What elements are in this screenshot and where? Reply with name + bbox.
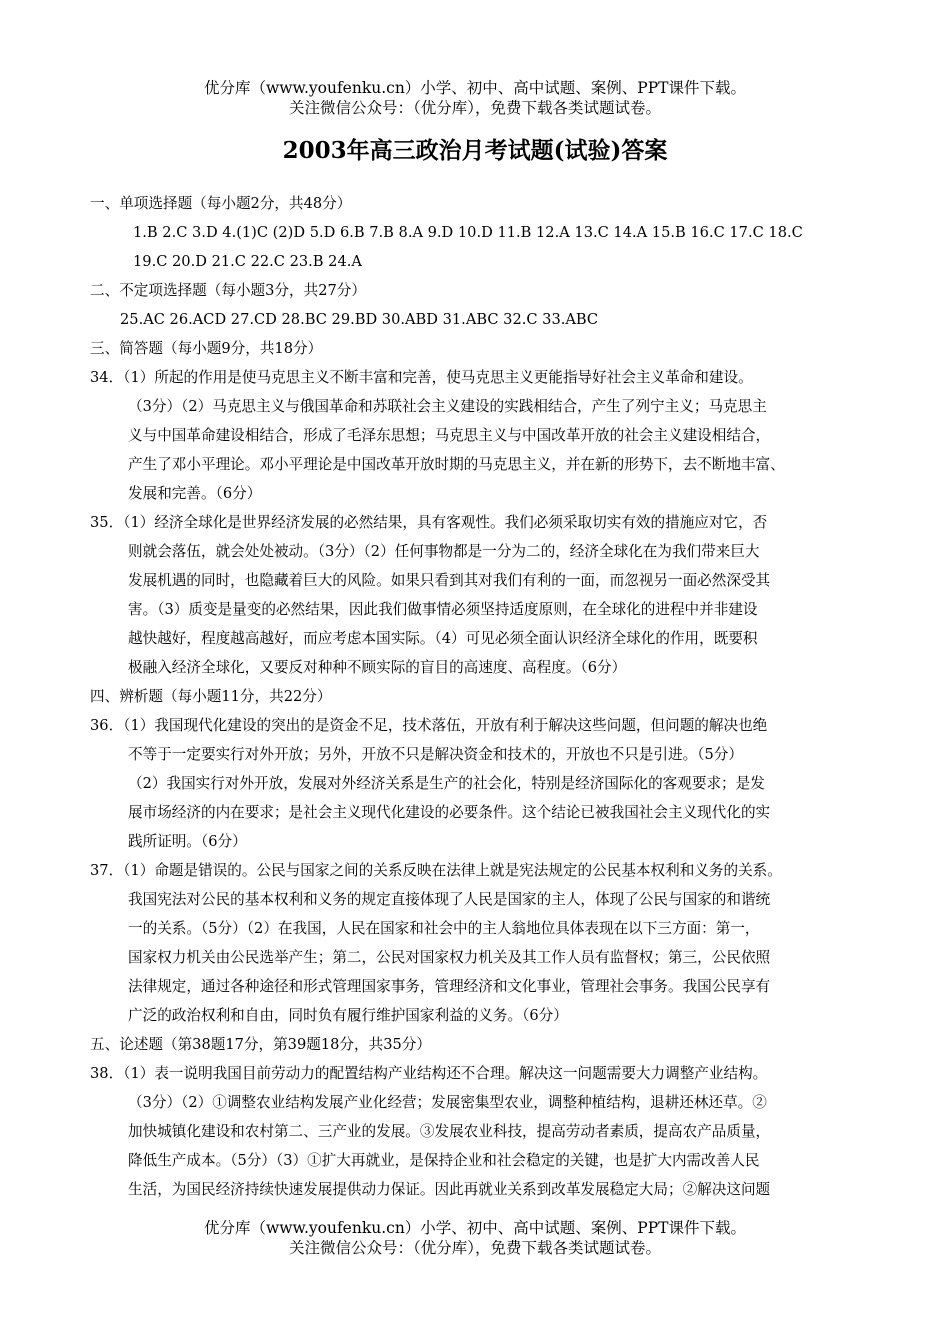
section-heading: 二、不定项选择题（每小题3分，共27分） xyxy=(90,282,366,299)
answer-line: 害。（3）质变是量变的必然结果，因此我们做事情必须坚持适度原则，在全球化的进程中并非建设 xyxy=(128,601,758,618)
header-line-1: 优分库（www.youfenku.cn）小学、初中、高中试题、案例、PPT课件下载。 xyxy=(203,79,747,97)
answer-line: 35．（1）经济全球化是世界经济发展的必然结果，具有客观性。我们必须采取切实有效的措施应对它，否 xyxy=(90,514,768,531)
answer-line: （3分）（2）马克思主义与俄国革命和苏联社会主义建设的实践相结合，产生了列宁主义；马克思主 xyxy=(128,398,767,415)
answer-line: 一的关系。（5分）（2）在我国，人民在国家和社会中的主人翁地位具体表现在以下三方面：第一， xyxy=(128,920,760,937)
answer-line: 践所证明。（6分） xyxy=(128,833,247,850)
answer-line: 发展和完善。（6分） xyxy=(128,485,262,502)
header-line-2: 关注微信公众号：（优分库），免费下载各类试题试卷。 xyxy=(288,99,661,117)
page-title: 2003年高三政治月考试题(试验)答案 xyxy=(282,137,668,164)
answer-line: 36．（1）我国现代化建设的突出的是资金不足，技术落伍，开放有利于解决这些问题，但问题的解决也绝 xyxy=(90,717,768,734)
answer-line: （3分）（2）①调整农业结构发展产业化经营；发展密集型农业，调整种植结构，退耕还林还草。② xyxy=(128,1094,767,1111)
answer-line: （2）我国实行对外开放，发展对外经济关系是生产的社会化，特别是经济国际化的客观要求；是发 xyxy=(128,775,765,792)
section-heading: 五、论述题（第38题17分，第39题18分，共35分） xyxy=(90,1036,431,1053)
footer-line-1: 优分库（www.youfenku.cn）小学、初中、高中试题、案例、PPT课件下载。 xyxy=(203,1219,747,1237)
answer-line: 19.C 20.D 21.C 22.C 23.B 24.A xyxy=(133,253,362,270)
answer-line: 发展机遇的同时，也隐藏着巨大的风险。如果只看到其对我们有利的一面，而忽视另一面必然深受其 xyxy=(128,572,771,589)
answer-line: 25.AC 26.ACD 27.CD 28.BC 29.BD 30.ABD 31.ABC 32.C 33.ABC xyxy=(120,311,599,328)
answer-line: 38．（1）表一说明我国目前劳动力的配置结构产业结构还不合理。解决这一问题需要大力调整产业结构。 xyxy=(90,1065,768,1082)
answer-line: 产生了邓小平理论。邓小平理论是中国改革开放时期的马克思主义，并在新的形势下，去不断地丰富、 xyxy=(128,456,785,473)
answer-line: 广泛的政治权利和自由，同时负有履行维护国家利益的义务。（6分） xyxy=(128,1007,568,1024)
answer-line: 法律规定，通过各种途径和形式管理国家事务，管理经济和文化事业，管理社会事务。我国公民享有 xyxy=(128,978,771,995)
answer-line: 极融入经济全球化，又要反对种种不顾实际的盲目的高速度、高程度。（6分） xyxy=(128,659,627,676)
answer-line: 国家权力机关由公民选举产生；第二，公民对国家权力机关及其工作人员有监督权；第三，公民依照 xyxy=(128,949,771,966)
answer-line: 越快越好，程度越高越好，而应考虑本国实际。（4）可见必须全面认识经济全球化的作用，既要积 xyxy=(128,630,758,647)
section-heading: 一、单项选择题（每小题2分，共48分） xyxy=(90,195,352,212)
answer-line: 不等于一定要实行对外开放；另外，开放不只是解决资金和技术的，开放也不只是引进。（5分） xyxy=(128,746,743,763)
answer-line: 生活，为国民经济持续快速发展提供动力保证。因此再就业关系到改革发展稳定大局；②解决这问题 xyxy=(128,1181,771,1198)
answer-line: 降低生产成本。（5分）（3）①扩大再就业，是保持企业和社会稳定的关键，也是扩大内需改善人民 xyxy=(128,1152,760,1169)
section-heading: 三、简答题（每小题9分，共18分） xyxy=(90,340,323,357)
answer-line: 37．（1）命题是错误的。公民与国家之间的关系反映在法律上就是宪法规定的公民基本权利和义务的关系。 xyxy=(90,862,782,879)
answer-line: 则就会落伍，就会处处被动。（3分）（2）任何事物都是一分为二的，经济全球化在为我们带来巨大 xyxy=(128,543,760,560)
answer-line: 加快城镇化建设和农村第二、三产业的发展。③发展农业科技，提高劳动者素质，提高农产品质量， xyxy=(128,1123,771,1140)
section-heading: 四、辨析题（每小题11分，共22分） xyxy=(90,688,332,705)
answer-line: 我国宪法对公民的基本权利和义务的规定直接体现了人民是国家的主人，体现了公民与国家的和谐统 xyxy=(128,891,771,908)
answer-line: 34．（1）所起的作用是使马克思主义不断丰富和完善，使马克思主义更能指导好社会主义革命和建设。 xyxy=(90,369,753,386)
answer-line: 1.B 2.C 3.D 4.(1)C (2)D 5.D 6.B 7.B 8.A 9.D 10.D 11.B 12.A 13.C 14.A 15.B 16.C 17.C 18.C xyxy=(133,224,803,241)
answer-line: 义与中国革命建设相结合，形成了毛泽东思想；马克思主义与中国改革开放的社会主义建设相结合， xyxy=(128,427,771,444)
footer-line-2: 关注微信公众号：（优分库），免费下载各类试题试卷。 xyxy=(288,1239,661,1257)
answer-line: 展市场经济的内在要求；是社会主义现代化建设的必要条件。这个结论已被我国社会主义现代化的实 xyxy=(128,804,771,821)
